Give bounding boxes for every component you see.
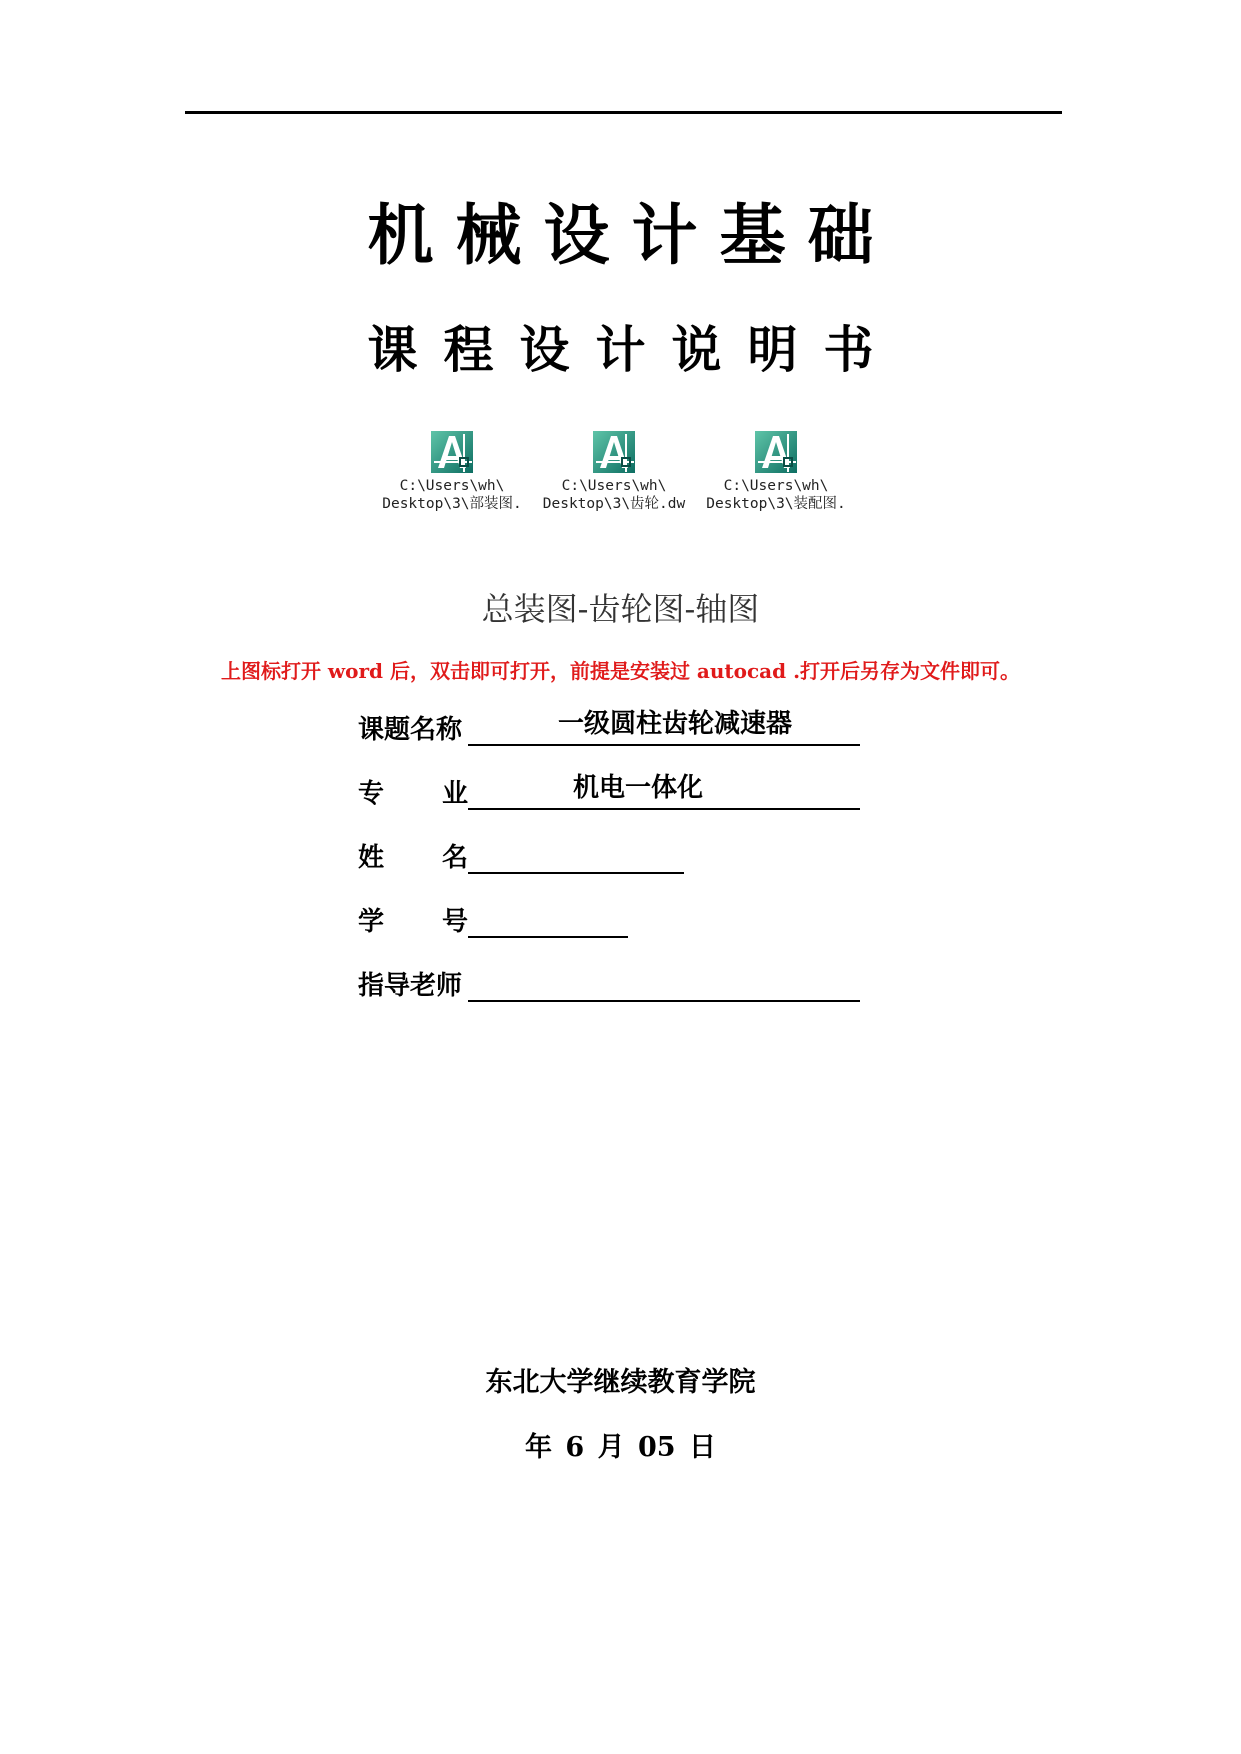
- autocad-drawing-icon: [592, 430, 636, 474]
- major-value: 机电一体化: [573, 773, 704, 803]
- attachment-general-assembly-drawing[interactable]: [701, 430, 851, 513]
- document-date: 年 6 月 05 日: [525, 1432, 716, 1463]
- autocad-drawing-icon: [754, 430, 798, 474]
- major-label: 专 业: [358, 779, 468, 809]
- field-advisor: [358, 966, 858, 1006]
- advisor-underline: [468, 1000, 860, 1002]
- field-name: [358, 838, 858, 878]
- institution-name: 东北大学继续教育学院: [485, 1367, 756, 1398]
- field-topic: [358, 710, 858, 750]
- name-label: 姓 名: [358, 843, 468, 873]
- topic-underline: [468, 744, 860, 746]
- attachment-label: C:\Users\wh\ Desktop\3\部装图.: [382, 478, 522, 512]
- topic-value: 一级圆柱齿轮减速器: [558, 709, 793, 739]
- field-student-id: [358, 902, 858, 942]
- autocad-drawing-icon: [430, 430, 474, 474]
- instruction-notice: 上图标打开 word 后，双击即可打开，前提是安装过 autocad .打开后另存为文件即可。: [220, 659, 1021, 683]
- attachment-gear-drawing[interactable]: [539, 430, 689, 513]
- attachment-assembly-drawing[interactable]: [377, 430, 527, 513]
- attachment-label: C:\Users\wh\ Desktop\3\装配图.: [706, 478, 846, 512]
- major-underline: [468, 808, 860, 810]
- student-id-underline: [468, 936, 628, 938]
- topic-label: 课题名称: [358, 715, 463, 745]
- header-rule: [185, 111, 1062, 114]
- document-title: 机械设计基础: [367, 196, 896, 274]
- advisor-label: 指导老师: [358, 971, 463, 1001]
- document-subtitle: 课程设计说明书: [367, 320, 900, 379]
- attachment-label: C:\Users\wh\ Desktop\3\齿轮.dw: [542, 478, 686, 512]
- name-underline: [468, 872, 684, 874]
- drawings-caption: 总装图-齿轮图-轴图: [481, 590, 760, 628]
- field-major: [358, 774, 858, 814]
- student-id-label: 学 号: [358, 907, 468, 937]
